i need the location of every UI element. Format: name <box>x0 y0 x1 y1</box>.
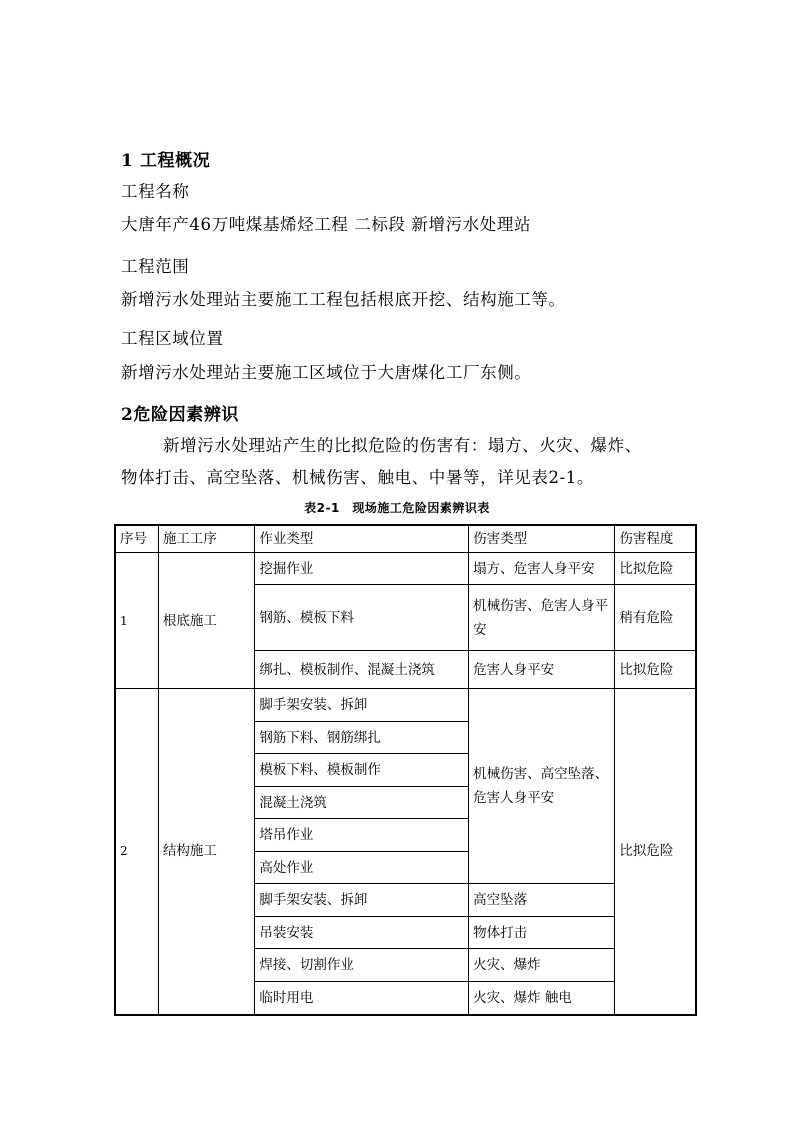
harm-type-cell: 火灾、爆炸 触电 <box>469 982 615 1015</box>
harm-degree-cell: 比拟危险 <box>615 651 696 689</box>
work-type-cell: 吊装安装 <box>255 917 469 949</box>
hazard-paragraph-line-2: 物体打击、高空坠落、机械伤害、触电、中暑等，详见表2-1。 <box>121 468 594 487</box>
work-type-cell: 焊接、切割作业 <box>255 949 469 982</box>
project-name-text: 大唐年产46万吨煤基烯烃工程 二标段 新增污水处理站 <box>121 215 532 234</box>
header-cell: 序号 <box>115 525 158 553</box>
work-type-cell: 钢筋下料、钢筋绑扎 <box>255 722 469 754</box>
harm-type-cell: 火灾、爆炸 <box>469 949 615 982</box>
work-type-cell: 钢筋、模板下料 <box>255 585 469 651</box>
work-type-cell: 模板下料、模板制作 <box>255 754 469 787</box>
harm-type-cell: 机械伤害、高空坠落、危害人身平安 <box>469 689 615 884</box>
header-cell: 伤害类型 <box>469 525 615 553</box>
project-scope-label: 工程范围 <box>121 257 190 276</box>
project-location-label: 工程区域位置 <box>121 329 224 348</box>
table-caption: 表2-1 现场施工危险因素辨识表 <box>304 501 490 515</box>
header-cell: 施工工序 <box>158 525 254 553</box>
table-row <box>115 689 696 722</box>
process-cell: 结构施工 <box>158 689 254 1015</box>
header-cell: 作业类型 <box>255 525 469 553</box>
harm-degree-cell: 比拟危险 <box>615 689 696 1015</box>
work-type-cell: 塔吊作业 <box>255 819 469 852</box>
header-cell: 伤害程度 <box>615 525 696 553</box>
work-type-cell: 临时用电 <box>255 982 469 1015</box>
project-name-label: 工程名称 <box>121 182 190 201</box>
hazard-paragraph-line-1: 新增污水处理站产生的比拟危险的伤害有：塌方、火灾、爆炸、 <box>163 436 642 455</box>
row-number-cell: 2 <box>115 689 158 1015</box>
project-scope-text: 新增污水处理站主要施工工程包括根底开挖、结构施工等。 <box>121 290 566 309</box>
row-number-cell: 1 <box>115 553 158 689</box>
process-cell: 根底施工 <box>158 553 254 689</box>
harm-degree-cell: 比拟危险 <box>615 553 696 585</box>
work-type-cell: 高处作业 <box>255 852 469 884</box>
harm-type-cell: 危害人身平安 <box>469 651 615 689</box>
hazard-identification-table <box>114 524 697 1016</box>
section-2-heading: 2危险因素辨识 <box>121 405 240 425</box>
work-type-cell: 挖掘作业 <box>255 553 469 585</box>
table-header-row <box>115 525 696 553</box>
work-type-cell: 脚手架安装、拆卸 <box>255 689 469 722</box>
work-type-cell: 混凝土浇筑 <box>255 787 469 819</box>
harm-type-cell: 物体打击 <box>469 917 615 949</box>
harm-degree-cell: 稍有危险 <box>615 585 696 651</box>
work-type-cell: 脚手架安装、拆卸 <box>255 884 469 917</box>
harm-type-cell: 高空坠落 <box>469 884 615 917</box>
section-1-heading: 1 工程概况 <box>121 151 211 171</box>
work-type-cell: 绑扎、模板制作、混凝土浇筑 <box>255 651 469 689</box>
table-row <box>115 553 696 585</box>
harm-type-cell: 机械伤害、危害人身平安 <box>469 585 615 651</box>
harm-type-cell: 塌方、危害人身平安 <box>469 553 615 585</box>
project-location-text: 新增污水处理站主要施工区域位于大唐煤化工厂东侧。 <box>121 363 532 382</box>
